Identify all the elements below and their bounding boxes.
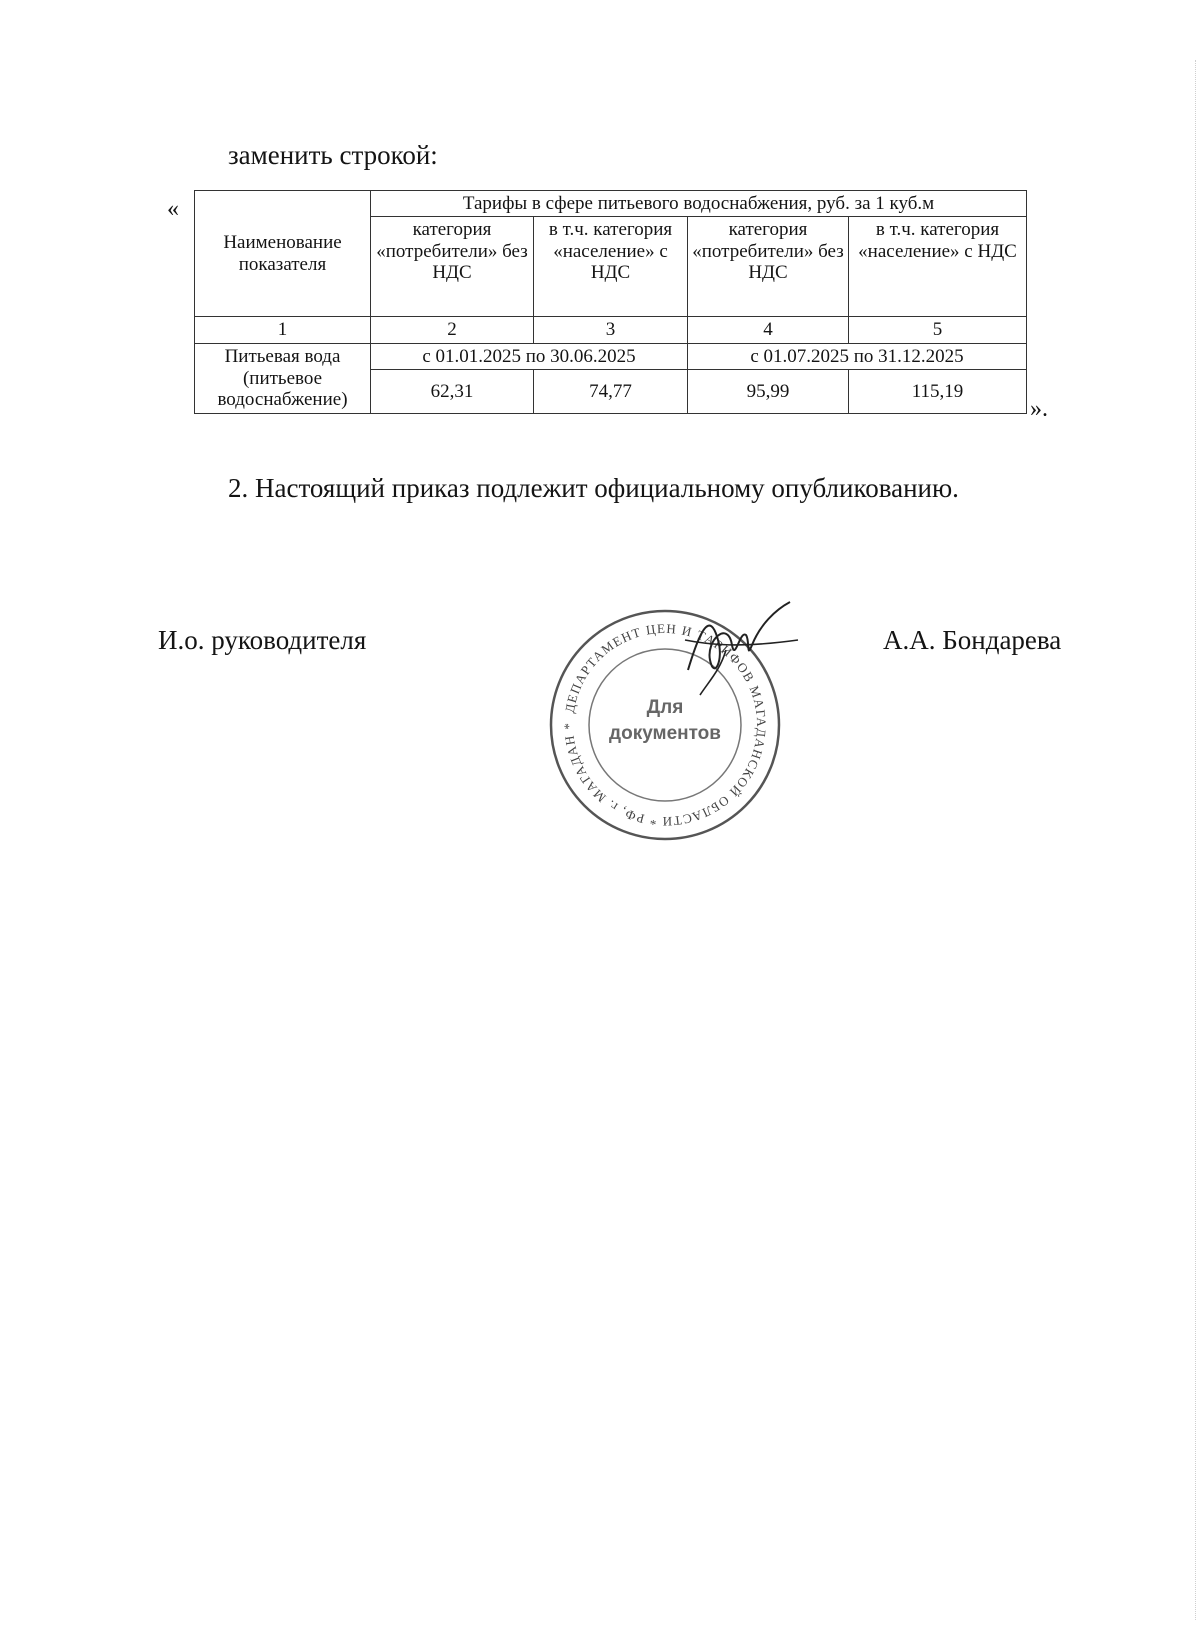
tariff-value: 74,77 — [534, 369, 688, 413]
tariff-value: 62,31 — [371, 369, 534, 413]
publication-paragraph: 2. Настоящий приказ подлежит официальному опубликованию. — [228, 473, 959, 503]
stamp-center-line1: Для — [646, 697, 684, 718]
signatory-name: А.А. Бондарева — [883, 625, 1062, 655]
stamp-center-line2: документов — [609, 723, 721, 744]
column-number: 4 — [688, 317, 849, 343]
period-first-half: с 01.01.2025 по 30.06.2025 — [371, 343, 688, 369]
column-number: 1 — [195, 317, 371, 343]
row-name-drinking-water: Питьевая вода (питьевое водоснабжение) — [195, 343, 371, 413]
column-number: 2 — [371, 317, 534, 343]
header-tariff-group: Тарифы в сфере питьевого водоснабжения, руб. за 1 куб.м — [371, 191, 1027, 217]
column-number: 3 — [534, 317, 688, 343]
closing-quote: ». — [1030, 396, 1048, 422]
handwritten-signature — [680, 600, 800, 710]
scan-edge — [1194, 60, 1196, 1620]
stamp-ring-text: ДЕПАРТАМЕНТ ЦЕН И ТАРИФОВ МАГАДАНСКОЙ ОБЛАСТИ * РФ, г. МАГАДАН * — [560, 620, 770, 830]
opening-quote: « — [167, 196, 179, 222]
header-column-5: в т.ч. категория «население» с НДС — [849, 217, 1027, 317]
signatory-position: И.о. руководителя — [158, 625, 367, 655]
header-column-4: категория «потребители» без НДС — [688, 217, 849, 317]
header-column-2: категория «потребители» без НДС — [371, 217, 534, 317]
header-indicator-name: Наименование показателя — [195, 191, 371, 317]
tariff-value: 95,99 — [688, 369, 849, 413]
tariff-table — [194, 190, 1027, 414]
column-number: 5 — [849, 317, 1027, 343]
intro-text: заменить строкой: — [228, 140, 438, 170]
period-second-half: с 01.07.2025 по 31.12.2025 — [688, 343, 1027, 369]
header-column-3: в т.ч. категория «население» с НДС — [534, 217, 688, 317]
tariff-value: 115,19 — [849, 369, 1027, 413]
